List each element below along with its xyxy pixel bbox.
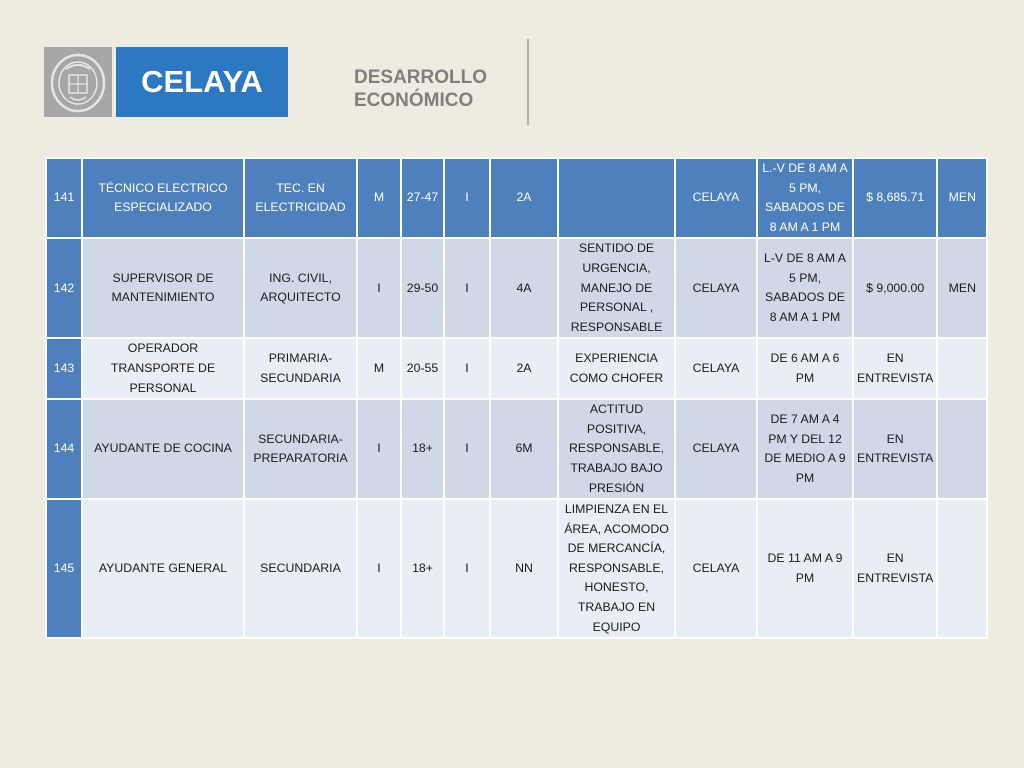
sex-cell: M: [357, 338, 401, 399]
salary-cell: $ 9,000.00: [853, 238, 937, 338]
type-cell: I: [444, 158, 490, 238]
vacancy-number: 145: [46, 499, 82, 638]
requirements-cell: EXPERIENCIA COMO CHOFER: [558, 338, 675, 399]
table-row: [46, 338, 987, 399]
schedule-cell: DE 6 AM A 6 PM: [757, 338, 853, 399]
celaya-logo: [116, 47, 288, 117]
header-divider: [527, 39, 529, 125]
type-cell: I: [444, 499, 490, 638]
salary-cell: EN ENTREVISTA: [853, 399, 937, 499]
logo-text: CELAYA: [141, 64, 263, 99]
experience-cell: 2A: [490, 338, 558, 399]
education-cell: PRIMARIA-SECUNDARIA: [244, 338, 357, 399]
department-title: [354, 66, 487, 112]
age-cell: 27-47: [401, 158, 444, 238]
sex-cell: I: [357, 238, 401, 338]
period-cell: MEN: [937, 238, 987, 338]
seal-icon: [44, 47, 112, 117]
department-title-line2: ECONÓMICO: [354, 90, 474, 111]
period-cell: [937, 399, 987, 499]
location-cell: CELAYA: [675, 399, 757, 499]
experience-cell: 6M: [490, 399, 558, 499]
table-row: [46, 499, 987, 638]
position-cell: AYUDANTE GENERAL: [82, 499, 244, 638]
location-cell: CELAYA: [675, 499, 757, 638]
vacancy-number: 144: [46, 399, 82, 499]
schedule-cell: DE 7 AM A 4 PM Y DEL 12 DE MEDIO A 9 PM: [757, 399, 853, 499]
table-row: [46, 399, 987, 499]
location-cell: CELAYA: [675, 238, 757, 338]
period-cell: MEN: [937, 158, 987, 238]
type-cell: I: [444, 399, 490, 499]
education-cell: ING. CIVIL, ARQUITECTO: [244, 238, 357, 338]
table-row: [46, 238, 987, 338]
sex-cell: I: [357, 499, 401, 638]
experience-cell: 4A: [490, 238, 558, 338]
vacancy-number: 142: [46, 238, 82, 338]
experience-cell: NN: [490, 499, 558, 638]
sex-cell: M: [357, 158, 401, 238]
sex-cell: I: [357, 399, 401, 499]
age-cell: 29-50: [401, 238, 444, 338]
location-cell: CELAYA: [675, 158, 757, 238]
table-row: [46, 158, 987, 238]
salary-cell: EN ENTREVISTA: [853, 338, 937, 399]
schedule-cell: L-V DE 8 AM A 5 PM, SABADOS DE 8 AM A 1 PM: [757, 238, 853, 338]
position-cell: SUPERVISOR DE MANTENIMIENTO: [82, 238, 244, 338]
requirements-cell: [558, 158, 675, 238]
job-vacancies-table: [45, 157, 988, 639]
period-cell: [937, 338, 987, 399]
location-cell: CELAYA: [675, 338, 757, 399]
age-cell: 18+: [401, 399, 444, 499]
salary-cell: $ 8,685.71: [853, 158, 937, 238]
position-cell: AYUDANTE DE COCINA: [82, 399, 244, 499]
experience-cell: 2A: [490, 158, 558, 238]
type-cell: I: [444, 338, 490, 399]
schedule-cell: DE 11 AM A 9 PM: [757, 499, 853, 638]
period-cell: [937, 499, 987, 638]
requirements-cell: SENTIDO DE URGENCIA, MANEJO DE PERSONAL , RESPONSABLE: [558, 238, 675, 338]
schedule-cell: L.-V DE 8 AM A 5 PM, SABADOS DE 8 AM A 1 PM: [757, 158, 853, 238]
position-cell: TÉCNICO ELECTRICO ESPECIALIZADO: [82, 158, 244, 238]
age-cell: 20-55: [401, 338, 444, 399]
vacancy-number: 143: [46, 338, 82, 399]
requirements-cell: ACTITUD POSITIVA, RESPONSABLE, TRABAJO BAJO PRESIÓN: [558, 399, 675, 499]
education-cell: SECUNDARIA: [244, 499, 357, 638]
age-cell: 18+: [401, 499, 444, 638]
vacancy-number: 141: [46, 158, 82, 238]
education-cell: SECUNDARIA-PREPARATORIA: [244, 399, 357, 499]
position-cell: OPERADOR TRANSPORTE DE PERSONAL: [82, 338, 244, 399]
department-title-line1: DESARROLLO: [354, 67, 487, 88]
municipal-seal: [44, 47, 112, 117]
type-cell: I: [444, 238, 490, 338]
salary-cell: EN ENTREVISTA: [853, 499, 937, 638]
education-cell: TEC. EN ELECTRICIDAD: [244, 158, 357, 238]
requirements-cell: LIMPIENZA EN EL ÁREA, ACOMODO DE MERCANCÍA, RESPONSABLE, HONESTO, TRABAJO EN EQUIPO: [558, 499, 675, 638]
